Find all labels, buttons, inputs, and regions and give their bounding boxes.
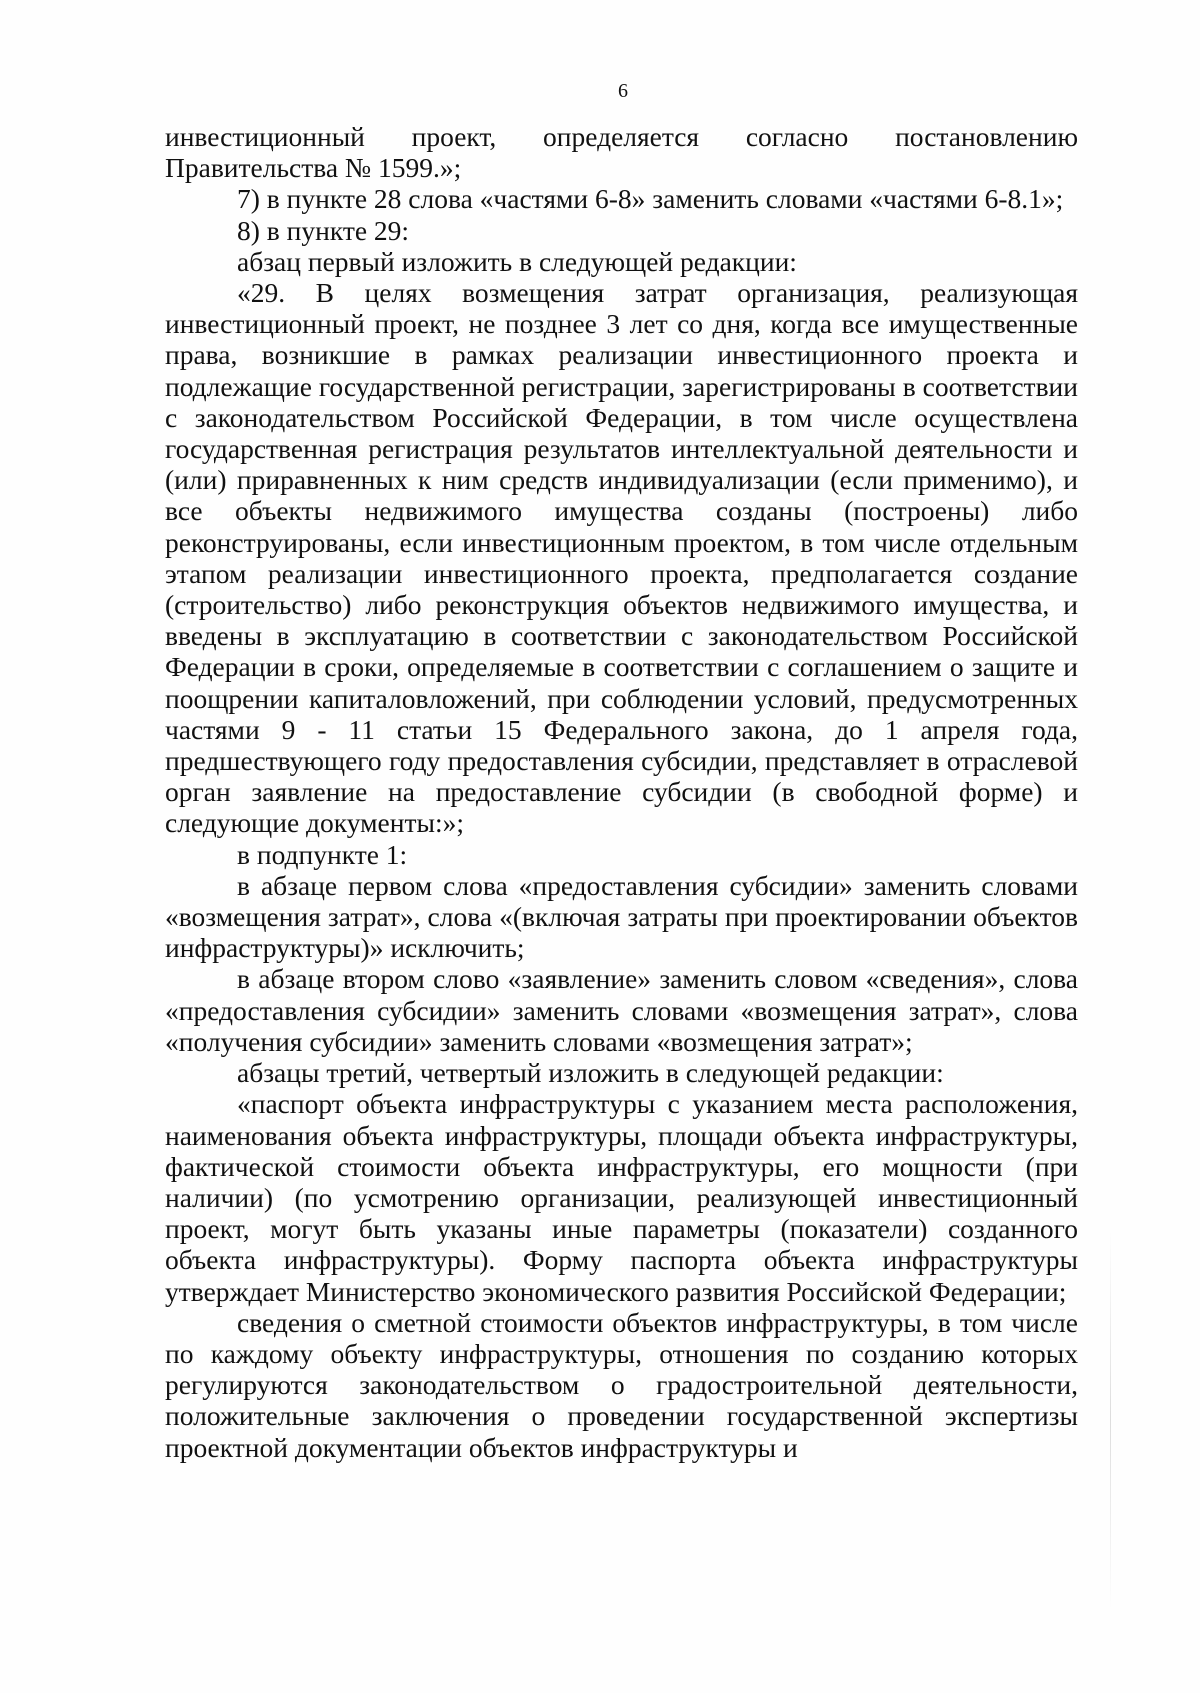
document-body [165, 121, 1078, 1463]
paragraph: абзац первый изложить в следующей редакции: [237, 245, 797, 277]
paragraph: абзацы третий, четвертый изложить в следующей редакции: [237, 1057, 944, 1089]
paragraph: в абзаце первом слова «предоставления субсидии» заменить словами «возмещения затрат», слова «(включая затраты при проектировании объектов инфраструктуры)» исключить; [165, 869, 1078, 964]
paragraph: 7) в пункте 28 слова «частями 6-8» заменить словами «частями 6-8.1»; [237, 183, 1064, 215]
paragraph: сведения о сметной стоимости объектов инфраструктуры, в том числе по каждому объекту инфраструктуры, отношения по созданию которых регулируются законодательством о градостроительной деятельности, положительные заключения о проведении государственной экспертизы проектной документации объектов инфраструктуры и [165, 1306, 1078, 1463]
paragraph: в абзаце втором слово «заявление» заменить словом «сведения», слова «предоставления субсидии» заменить словами «возмещения затрат», слова «получения субсидии» заменить словами «возмещения затрат»; [165, 963, 1078, 1057]
paragraph: «паспорт объекта инфраструктуры с указанием места расположения, наименования объекта инфраструктуры, площади объекта инфраструктуры, фактической стоимости объекта инфраструктуры, его мощности (при наличии) (по усмотрению организации, реализующей инвестиционный проект, могут быть указаны иные параметры (показатели) созданного объекта инфраструктуры). Форму паспорта объекта инфраструктуры утверждает Министерство экономического развития Российской Федерации; [165, 1088, 1078, 1307]
paragraph: инвестиционный проект, определяется согласно постановлению Правительства № 1599.»; [165, 121, 1078, 184]
paragraph: «29. В целях возмещения затрат организация, реализующая инвестиционный проект, не позднее 3 лет со дня, когда все имущественные права, возникшие в рамках реализации инвестиционного проекта и подлежащие государственной регистрации, зарегистрированы в соответствии с законодательством Российской Федерации, в том числе осуществлена государственная регистрация результатов интеллектуальной деятельности и (или) приравненных к ним средств индивидуализации (если применимо), и все объекты недвижимого имущества созданы (построены) либо реконструированы, если инвестиционным проектом, в том числе отдельным этапом реализации инвестиционного проекта, предполагается создание (строительство) либо реконструкция объектов недвижимого имущества, и введены в эксплуатацию в соответствии с законодательством Российской Федерации в сроки, определяемые в соответствии с соглашением о защите и поощрении капиталовложений, при соблюдении условий, предусмотренных частями 9 - 11 статьи 15 Федерального закона, до 1 апреля года, предшествующего году предоставления субсидии, представляет в отраслевой орган заявление на предоставление субсидии (в свободной форме) и следующие документы:»; [165, 277, 1078, 839]
paragraph: в подпункте 1: [237, 838, 408, 870]
scan-artifact-line [1110, 1230, 1111, 1610]
paragraph: 8) в пункте 29: [237, 214, 410, 246]
page-number: 6 [618, 80, 628, 102]
